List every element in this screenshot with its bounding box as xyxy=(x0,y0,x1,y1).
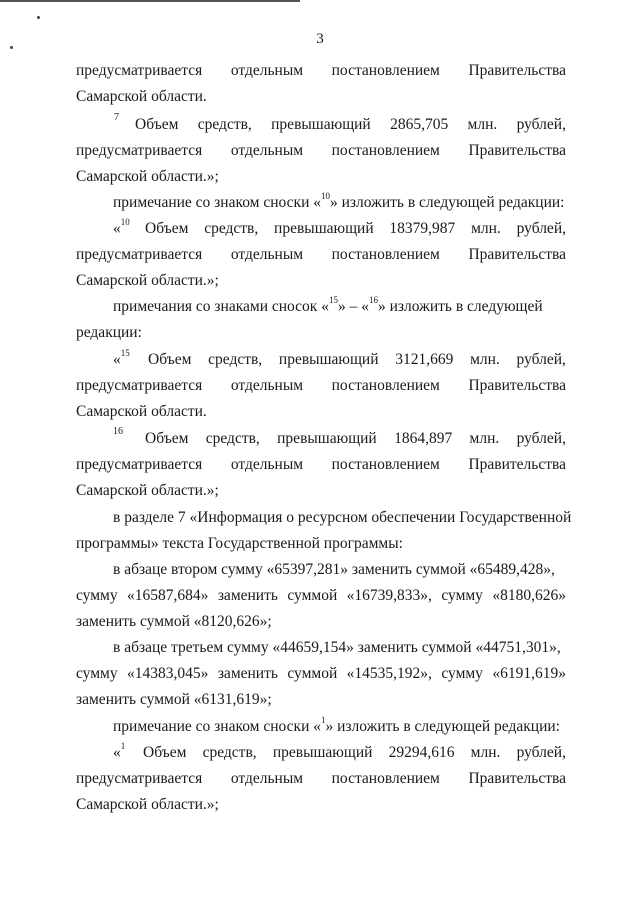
text-line xyxy=(76,456,566,474)
word: «14383,045» xyxy=(127,665,209,682)
word: отдельным xyxy=(230,456,304,473)
word: предусматривается xyxy=(76,377,203,394)
word: превышающий xyxy=(274,220,374,237)
text-line: в абзаце втором сумму «65397,281» заменить суммой «65489,428», xyxy=(113,561,555,578)
word: рублей, xyxy=(516,430,566,447)
text-line: Самарской области. xyxy=(76,88,207,105)
word: 2865,705 xyxy=(390,116,449,133)
word: сумму xyxy=(441,665,483,682)
text-line xyxy=(145,430,566,448)
text-line xyxy=(76,142,566,160)
word: суммой xyxy=(287,587,338,604)
word: Объем xyxy=(143,744,187,761)
word: сумму xyxy=(441,587,483,604)
scan-speck xyxy=(37,16,40,19)
text-line: в разделе 7 «Информация о ресурсном обеспечении Государственной xyxy=(113,509,572,526)
word: рублей, xyxy=(516,351,566,368)
text-line: заменить суммой «6131,619»; xyxy=(76,691,272,708)
word: заменить xyxy=(217,665,278,682)
word: млн. xyxy=(467,116,498,133)
word: отдельным xyxy=(230,770,304,787)
word: отдельным xyxy=(230,377,304,394)
text-line: в абзаце третьем сумму «44659,154» заменить суммой «44751,301», xyxy=(113,639,561,656)
word: средств, xyxy=(204,220,259,237)
text-line xyxy=(76,587,566,605)
word: «6191,619» xyxy=(492,665,566,682)
text-line: Самарской области.»; xyxy=(76,168,219,185)
word: отдельным xyxy=(230,142,304,159)
text-line: Самарской области. xyxy=(76,403,207,420)
footnote-mark: 7 xyxy=(114,112,119,123)
word: постановлением xyxy=(331,377,440,394)
text-line: примечания со знаками сносок «$^{15}$» – «$^{16}$» изложить в следующей xyxy=(113,294,543,315)
word: Правительства xyxy=(468,142,566,159)
word: предусматривается xyxy=(76,456,203,473)
text-line xyxy=(76,62,566,80)
word: «16587,684» xyxy=(127,587,209,604)
word: превышающий xyxy=(271,116,371,133)
word: превышающий xyxy=(278,351,379,368)
word: «14535,192», xyxy=(346,665,432,682)
text-line xyxy=(76,377,566,395)
word: «8180,626» xyxy=(492,587,566,604)
scan-edge-line xyxy=(0,0,300,2)
text-line: Самарской области.»; xyxy=(76,272,219,289)
text-line: заменить суммой «8120,626»; xyxy=(76,613,272,630)
text-line: редакции: xyxy=(76,324,142,341)
word: предусматривается xyxy=(76,770,203,787)
word: млн. xyxy=(471,220,501,237)
text-line xyxy=(76,770,566,788)
word: Объем xyxy=(135,116,179,133)
word: отдельным xyxy=(230,246,304,263)
word: постановлением xyxy=(331,246,440,263)
word: Правительства xyxy=(468,770,566,787)
document-page: 3 предусматривается отдельным постановлением Правительства Самарской области. 7 Объем средств, превышающий 2865,705 млн. рублей, предусматривается отдельным постановлением Правительства Самарской области.»; примечание со знаком сноски «$^{10}$» изложить в следующей редакции: «$^{10}$ Объем средств, превышающий 18379,987 млн. рублей, предусматривается отдельным постановлением Правительства Самарской области.»; примечания со знаками сносок «$^{15}$» – «$^{16}$» изложить в следующей редакции: «$^{15}$ Объем средств, превышающий 3121,669 млн. рублей, предусматривается отдельным постановлением Правительства Самарской области. 16 Объем средств, превышающий 1864,897 млн. рублей, предусматривается отдельным постановлением Правительства Самарской области.»; в разделе 7 «Информация о ресурсном обеспечении Государственной программы» текста Государственной программы: в абзаце втором сумму «65397,281» заменить суммой «65489,428», сумму «16587,684» заменить суммой «16739,833», сумму «8180,626» заменить суммой «8120,626»; в абзаце третьем сумму «44659,154» заменить суммой «44751,301», сумму «14383,045» заменить суммой «14535,192», сумму «6191,619» заменить суммой «6131,619»; примечание со знаком сноски «$^1$» изложить в следующей редакции: «$^1$ Объем средств, превышающий 29294,616 млн. рублей, предусматривается отдельным постановлением Правительства Самарской области.»; xyxy=(0,0,640,905)
word: млн. xyxy=(470,351,500,368)
word: рублей, xyxy=(516,116,566,133)
page-number: 3 xyxy=(316,31,324,47)
word: Правительства xyxy=(468,456,566,473)
word: средств, xyxy=(208,351,263,368)
word: 3121,669 xyxy=(395,351,454,368)
word: рублей, xyxy=(516,220,566,237)
text-line xyxy=(143,744,566,762)
word: постановлением xyxy=(331,62,440,79)
word: сумму xyxy=(76,665,118,682)
word: превышающий xyxy=(277,430,377,447)
word: постановлением xyxy=(331,456,440,473)
word: Объем xyxy=(145,430,189,447)
text-line xyxy=(145,220,566,238)
word: предусматривается xyxy=(76,142,203,159)
word: млн. xyxy=(470,744,501,761)
word: предусматривается xyxy=(76,246,203,263)
word: Правительства xyxy=(468,377,566,394)
word: 29294,616 xyxy=(388,744,455,761)
word: средств, xyxy=(197,116,252,133)
word: сумму xyxy=(76,587,118,604)
word: заменить xyxy=(217,587,278,604)
word: 18379,987 xyxy=(389,220,456,237)
word: Объем xyxy=(148,351,192,368)
word: отдельным xyxy=(230,62,304,79)
text-line xyxy=(135,116,566,134)
word: постановлением xyxy=(331,142,440,159)
footnote-mark: 16 xyxy=(113,426,123,437)
text-line: программы» текста Государственной программы: xyxy=(76,535,403,552)
word: постановлением xyxy=(331,770,440,787)
word: суммой xyxy=(287,665,338,682)
word: средств, xyxy=(202,744,257,761)
word: предусматривается xyxy=(76,62,203,79)
word: «16739,833», xyxy=(346,587,432,604)
text-line: Самарской области.»; xyxy=(76,482,219,499)
word: рублей, xyxy=(516,744,566,761)
text-line xyxy=(148,351,566,369)
text-line xyxy=(76,246,566,264)
word: Объем xyxy=(145,220,189,237)
word: Правительства xyxy=(468,62,566,79)
word: 1864,897 xyxy=(394,430,453,447)
word: Правительства xyxy=(468,246,566,263)
text-line: примечание со знаком сноски «$^1$» изложить в следующей редакции: xyxy=(113,714,560,735)
text-line xyxy=(76,665,566,683)
text-line: примечание со знаком сноски «$^{10}$» изложить в следующей редакции: xyxy=(113,190,565,211)
text-line: Самарской области.»; xyxy=(76,796,219,813)
word: превышающий xyxy=(272,744,373,761)
word: млн. xyxy=(469,430,500,447)
word: средств, xyxy=(205,430,260,447)
